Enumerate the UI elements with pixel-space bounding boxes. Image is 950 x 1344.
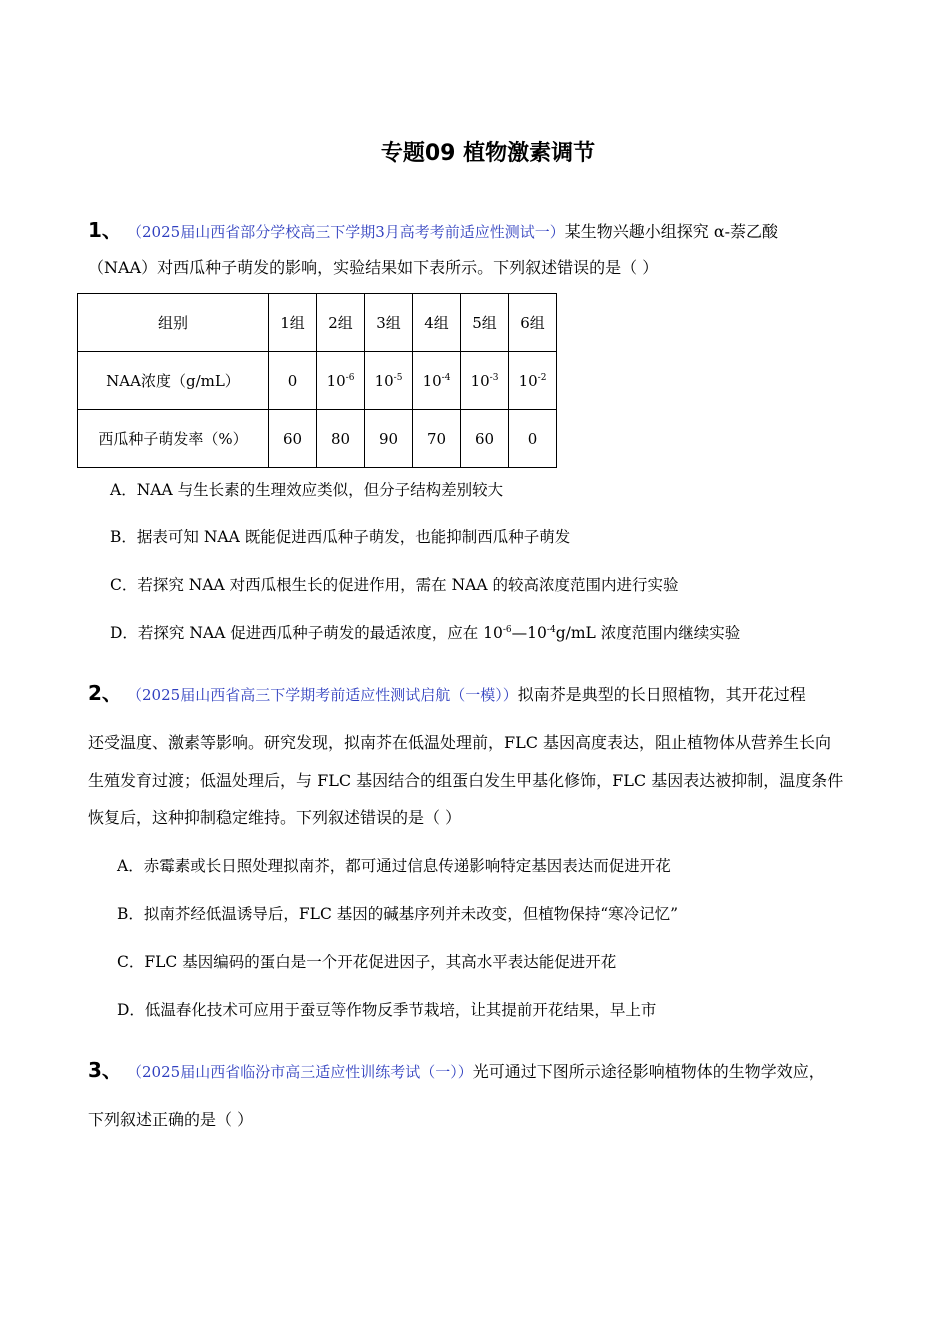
table-header-cell: 组别 bbox=[78, 294, 269, 352]
q2-option-b: B．拟南芥经低温诱导后，FLC 基因的碱基序列并未改变，但植物保持“寒冷记忆” bbox=[117, 905, 679, 923]
table-cell: 70 bbox=[413, 410, 461, 468]
q2-stem-line4: 恢复后，这种抑制稳定维持。下列叙述错误的是（ ） bbox=[88, 808, 462, 827]
q2-stem-line2: 还受温度、激素等影响。研究发现，拟南芥在低温处理前，FLC 基因高度表达，阻止植物体从营养生长向 bbox=[88, 733, 832, 752]
page-title: 专题09 植物激素调节 bbox=[380, 141, 596, 166]
table-row bbox=[78, 410, 557, 468]
q1-option-d-post: g/mL 浓度范围内继续实验 bbox=[555, 624, 741, 642]
table-header-cell: 5组 bbox=[461, 294, 509, 352]
q2-source: （2025届山西省高三下学期考前适应性测试启航（一模）） bbox=[127, 686, 518, 704]
q1-option-a: A．NAA 与生长素的生理效应类似，但分子结构差别较大 bbox=[110, 481, 504, 499]
table-row bbox=[78, 294, 557, 352]
table-cell: 0 bbox=[509, 410, 557, 468]
q2-option-d: D．低温春化技术可应用于蚕豆等作物反季节栽培，让其提前开花结果，早上市 bbox=[117, 1001, 657, 1019]
q1-stem-text1: 某生物兴趣小组探究 α-萘乙酸 bbox=[564, 222, 779, 241]
q3-stem-line2: 下列叙述正确的是（ ） bbox=[88, 1110, 254, 1129]
q1-table bbox=[77, 293, 557, 468]
q2-option-a: A．赤霉素或长日照处理拟南芥，都可通过信息传递影响特定基因表达而促进开花 bbox=[117, 857, 671, 875]
table-cell: 0 bbox=[269, 352, 317, 410]
conc-exponent: -3 bbox=[489, 372, 499, 383]
table-header-cell: 3组 bbox=[365, 294, 413, 352]
q1-option-d-pre: D．若探究 NAA 促进西瓜种子萌发的最适浓度，应在 10 bbox=[110, 624, 503, 642]
q1-option-c: C．若探究 NAA 对西瓜根生长的促进作用，需在 NAA 的较高浓度范围内进行实验 bbox=[110, 576, 679, 594]
q2-stem-text1: 拟南芥是典型的长日照植物，其开花过程 bbox=[517, 685, 806, 704]
q3-stem-text1: 光可通过下图所示途径影响植物体的生物学效应， bbox=[472, 1062, 825, 1081]
table-header-cell: 4组 bbox=[413, 294, 461, 352]
table-cell: 60 bbox=[269, 410, 317, 468]
q2-stem-line1 bbox=[88, 683, 806, 705]
table-header-cell: 2组 bbox=[317, 294, 365, 352]
conc-base: 10 bbox=[518, 371, 538, 390]
q1-option-d-exp1: -6 bbox=[502, 624, 512, 635]
table-cell: NAA浓度（g/mL） bbox=[78, 352, 269, 410]
q2-number: 2、 bbox=[88, 681, 122, 705]
conc-base: 10 bbox=[470, 371, 490, 390]
q2-option-c: C．FLC 基因编码的蛋白是一个开花促进因子，其高水平表达能促进开花 bbox=[117, 953, 617, 971]
conc-exponent: -2 bbox=[537, 372, 547, 383]
table-cell bbox=[317, 352, 365, 410]
conc-base: 10 bbox=[422, 371, 442, 390]
q1-stem-line2: （NAA）对西瓜种子萌发的影响，实验结果如下表所示。下列叙述错误的是（ ） bbox=[88, 258, 659, 277]
conc-exponent: -6 bbox=[345, 372, 355, 383]
table-header-cell: 1组 bbox=[269, 294, 317, 352]
table-cell bbox=[461, 352, 509, 410]
table-row bbox=[78, 352, 557, 410]
table-cell: 90 bbox=[365, 410, 413, 468]
q1-option-d bbox=[110, 623, 740, 643]
q1-source: （2025届山西省部分学校高三下学期3月高考考前适应性测试一） bbox=[127, 223, 565, 241]
q3-source: （2025届山西省临汾市高三适应性训练考试（一）） bbox=[127, 1063, 473, 1081]
table-cell: 60 bbox=[461, 410, 509, 468]
q1-number: 1、 bbox=[88, 218, 122, 242]
table-cell: 80 bbox=[317, 410, 365, 468]
conc-exponent: -4 bbox=[441, 372, 451, 383]
q1-stem-line1 bbox=[88, 220, 778, 242]
conc-base: 10 bbox=[326, 371, 346, 390]
q1-option-b: B．据表可知 NAA 既能促进西瓜种子萌发，也能抑制西瓜种子萌发 bbox=[110, 528, 571, 546]
q3-number: 3、 bbox=[88, 1058, 122, 1082]
table-header-cell: 6组 bbox=[509, 294, 557, 352]
q1-option-d-exp2: -4 bbox=[546, 624, 556, 635]
conc-exponent: -5 bbox=[393, 372, 403, 383]
table-cell bbox=[509, 352, 557, 410]
q1-option-d-mid: —10 bbox=[511, 624, 547, 642]
table-cell: 西瓜种子萌发率（%） bbox=[78, 410, 269, 468]
table-cell bbox=[365, 352, 413, 410]
conc-base: 10 bbox=[374, 371, 394, 390]
q3-stem-line1 bbox=[88, 1060, 825, 1082]
table-cell bbox=[413, 352, 461, 410]
q2-stem-line3: 生殖发育过渡；低温处理后，与 FLC 基因结合的组蛋白发生甲基化修饰，FLC 基因表达被抑制，温度条件 bbox=[88, 771, 844, 790]
